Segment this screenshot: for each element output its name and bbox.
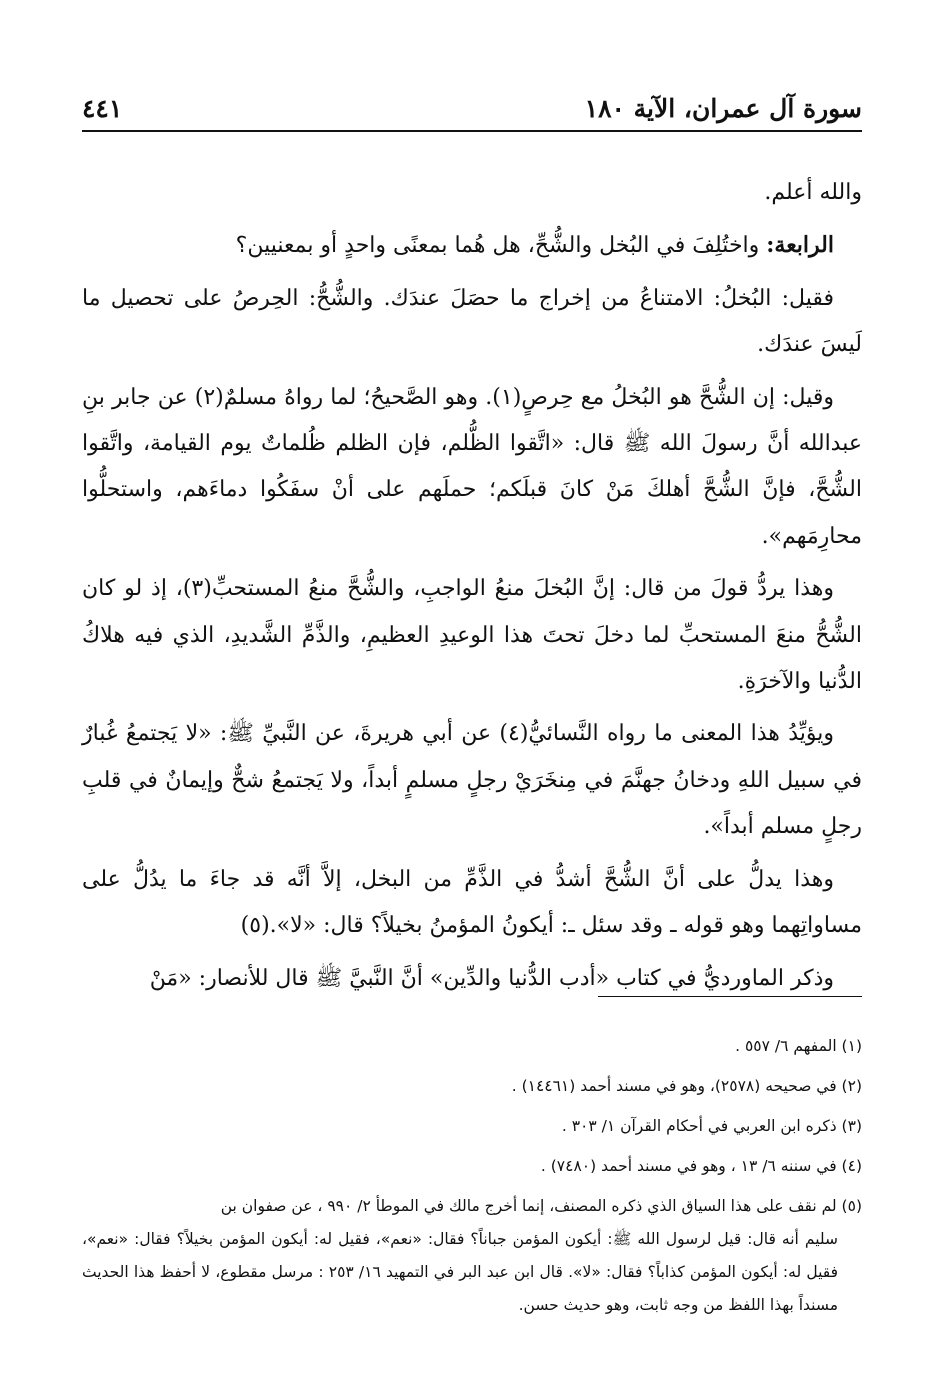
footnotes: [82, 1026, 862, 1322]
footnote-5-first: (٥) لم نقف على هذا السياق الذي ذكره المصنف، إنما أخرج مالك في الموطأ ٢/ ٩٩٠ ، عن صفوان بن: [220, 1197, 862, 1215]
footnote-3: (٣) ذكره ابن العربي في أحكام القرآن ١/ ٣٠٣ .: [561, 1117, 862, 1135]
paragraph-7: وهذا يدلُّ على أنَّ الشُّحَّ أشدُّ في الذَّمِّ من البخل، إلاَّ أنَّه قد جاءَ ما يدُلُّ على مساواتِهما وهو قوله ـ وقد سئل ـ: أيكونُ المؤمنُ بخيلاً؟ قال: «لا».(٥): [82, 866, 862, 939]
paragraph-1: والله أعلم.: [764, 180, 862, 205]
footnote-5-rest: سليم أنه قال: قيل لرسول الله ﷺ: أيكون المؤمن جباناً؟ فقال: «نعم»، فقيل له: أيكون المؤمن بخيلاً؟ فقال: «نعم»، فقيل له: أيكون المؤمن كذاباً؟ فقال: «لا». قال ابن عبد البر في التمهيد ١٦/ ٢٥٣ : مرسل مقطوع، لا أحفظ هذا الحديث مسنداً بهذا اللفظ من وجه ثابت، وهو حديث حسن.: [82, 1230, 839, 1314]
paragraph-2-lead: الرابعة:: [766, 232, 834, 259]
footnote-separator: [598, 996, 862, 997]
paragraph-8: وذكر الماورديُّ في كتاب «أدب الدُّنيا والدِّين» أنَّ النَّبيَّ ﷺ قال للأنصار: «مَنْ: [149, 965, 834, 991]
paragraph-6: ويؤيِّدُ هذا المعنى ما رواه النَّسائيُّ(٤) عن أبي هريرةَ، عن النَّبيِّ ﷺ: «لا يَجتمعُ غُبارٌ في سبيل اللهِ ودخانُ جهنَّمَ في مِنخَرَيْ رجلٍ مسلمٍ أبداً، ولا يَجتمعُ شحٌّ وإيمانٌ في قلبِ رجلٍ مسلم أبداً».: [82, 721, 862, 840]
paragraph-2: [82, 222, 862, 269]
paragraph-5: وهذا يردُّ قولَ من قال: إنَّ البُخلَ منعُ الواجبِ، والشُّحَّ منعُ المستحبِّ(٣)، إذ لو كان الشُّحُّ منعَ المستحبِّ لما دخلَ تحتَ هذا الوعيدِ العظيمِ، والذَّمِّ الشَّديدِ، الذي فيه هلاكُ الدُّنيا والآخرَةِ.: [82, 576, 862, 695]
paragraph-2-text: واختُلِفَ في البُخل والشُّحِّ، هل هُما بمعنًى واحدٍ أو بمعنيين؟: [235, 233, 760, 259]
running-title: سورة آل عمران، الآية ١٨٠: [584, 94, 862, 123]
footnote-1: (١) المفهم ٦/ ٥٥٧ .: [735, 1037, 862, 1055]
page-header: [82, 92, 862, 132]
footnote-4: (٤) في سننه ٦/ ١٣ ، وهو في مسند أحمد (٧٤٨٠) .: [540, 1157, 862, 1175]
paragraph-3: فقيل: البُخلُ: الامتناعُ من إخراج ما حصَلَ عندَك. والشُّحُّ: الحِرصُ على تحصيل ما لَيسَ عندَك.: [82, 285, 862, 358]
header-rule: [82, 130, 862, 132]
main-text: [82, 170, 862, 1008]
page-number: ٤٤١: [82, 94, 123, 123]
footnote-2: (٢) في صحيحه (٢٥٧٨)، وهو في مسند أحمد (١٤٤٦١) .: [511, 1077, 862, 1095]
paragraph-4: وقيل: إن الشُّحَّ هو البُخلُ مع حِرصٍ(١). وهو الصَّحيحُ؛ لما رواهُ مسلمٌ(٢) عن جابر بنِ عبدالله أنَّ رسولَ الله ﷺ قال: «اتَّقوا الظُّلم، فإن الظلم ظُلماتٌ يوم القيامة، واتَّقوا الشُّحَّ، فإنَّ الشُّحَّ أهلكَ مَنْ كانَ قبلَكم؛ حملَهم على أنْ سفَكُوا دماءَهم، واستحلُّوا محارِمَهم».: [82, 384, 862, 549]
footnote-5: [82, 1186, 862, 1322]
